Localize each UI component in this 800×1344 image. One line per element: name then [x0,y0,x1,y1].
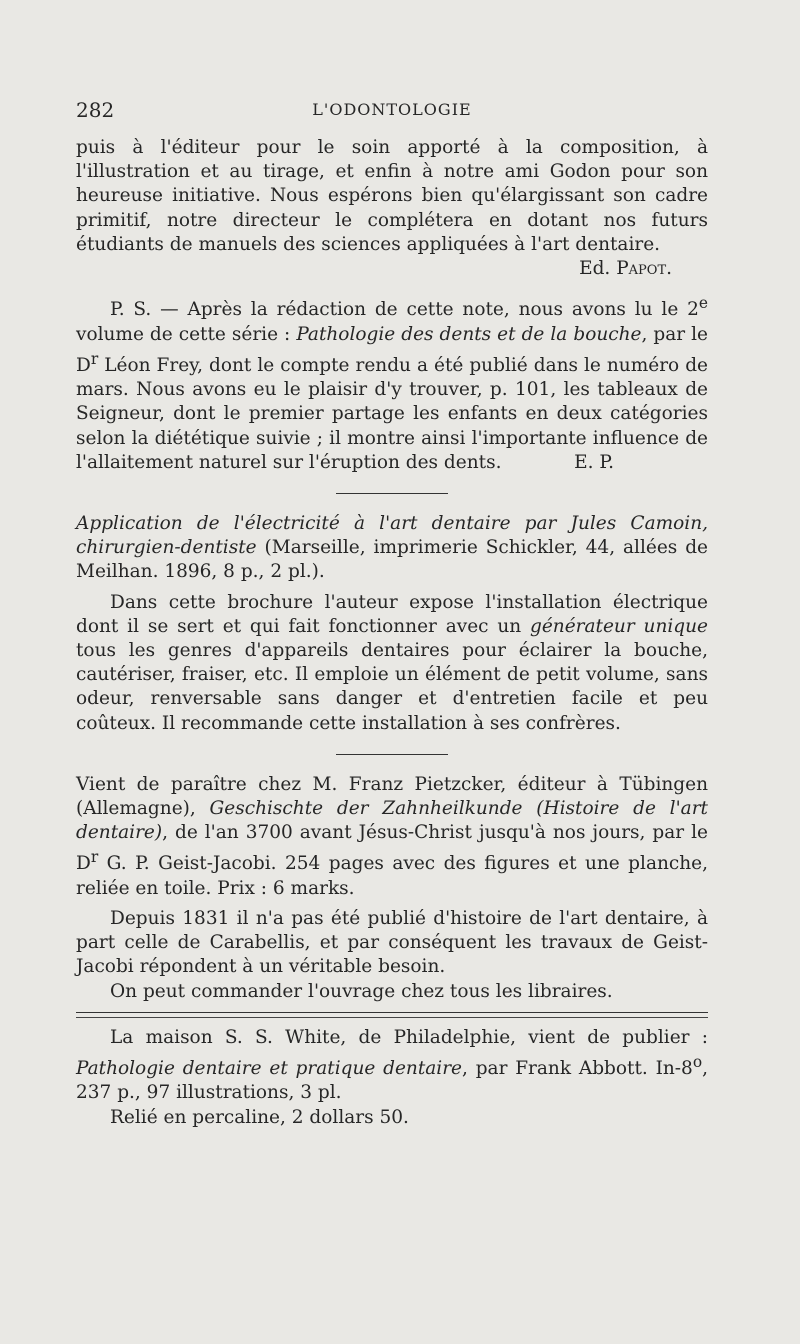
signature-initial: Ed. [579,258,611,280]
ps-book-title: Pathologie des dents et de la bouche [296,323,642,345]
camoin-body-1: Dans cette brochure l'auteur expose l'installation électrique dont il se sert et qui fait fonctionner avec un [76,591,708,637]
ps-superscript-1: e [698,294,708,313]
pietzcker-book-title: Geschischte der Zahnheilkunde (Histoire de l'art dentaire) [76,797,708,844]
ps-text-1: P. S. — Après la rédaction de cette note, nous avons lu le 2 [110,299,699,321]
pietzcker-entry [76,773,708,901]
white-entry [76,1026,708,1106]
white-book-title: Pathologie dentaire et pratique dentaire [76,1058,463,1080]
page-header [76,98,708,126]
page-number: 282 [76,98,115,122]
camoin-body-2: tous les genres d'appareils dentaires pour éclairer la bouche, cautériser, fraiser, etc. Il emploie un élément de petit volume, sans odeur, renversable sans danger et d'entretien facile et peu coûteux. Il recommande cette installation à ses confrères. [76,639,708,734]
white-superscript: o [692,1052,703,1071]
camoin-reference: (Marseille, imprimerie Schickler, 44, allées de Meilhan. 1896, 8 p., 2 pl.). [76,537,708,583]
signature-papot [76,257,708,281]
camoin-entry [76,512,708,585]
pietzcker-superscript: r [90,848,99,867]
pietzcker-text-3: G. P. Geist-Jacobi. 254 pages avec des figures et une planche, reliée en toile. Prix : 6 marks. [76,853,708,899]
ps-text-3: , par le D [76,323,708,376]
ps-superscript-2: r [90,349,99,368]
signature-name: Papot. [616,258,672,280]
postscript-paragraph [76,291,708,475]
camoin-title: Application de l'électricité à l'art dentaire par Jules Camoin, chirurgien-dentiste [76,512,708,559]
end-double-rule [76,1012,708,1018]
section-divider [336,493,448,494]
white-paragraph-2: Relié en percaline, 2 dollars 50. [110,1106,409,1128]
pietzcker-paragraph-2: Depuis 1831 il n'a pas été publié d'histoire de l'art dentaire, à part celle de Carabellis, et par conséquent les travaux de Geist-Jacobi répondent à un véritable besoin. [76,907,708,978]
ps-initials: E. P. [574,451,614,473]
ps-text-2: volume de cette série : [76,323,297,345]
pietzcker-text-2: , de l'an 3700 avant Jésus-Christ jusqu'à nos jours, par le D [76,822,708,875]
pietzcker-text-1: Vient de paraître chez M. Franz Pietzcker, éditeur à Tübingen (Allemagne), [76,773,708,819]
white-text-1: La maison S. S. White, de Philadelphie, vient de publier : [110,1026,708,1048]
pietzcker-paragraph-3: On peut commander l'ouvrage chez tous les libraires. [110,980,613,1002]
body-text [76,136,708,1130]
section-divider [336,754,448,755]
white-text-3: , 237 p., 97 illustrations, 3 pl. [76,1058,708,1104]
camoin-body [76,591,708,736]
end-rule-line-2 [76,1017,708,1018]
running-title: L'ODONTOLOGIE [312,100,472,119]
camoin-body-italic: générateur unique [530,615,708,637]
ps-text-4: Léon Frey, dont le compte rendu a été publié dans le numéro de mars. Nous avons eu le plaisir d'y trouver, p. 101, les tableaux de Seigneur, dont le premier partage les enfants en deux catégories selon la diététique suivie ; il montre ainsi l'importante influence de l'allaitement naturel sur l'éruption des dents. [76,354,708,473]
paragraph-papot: puis à l'éditeur pour le soin apporté à la composition, à l'illustration et au tirage, et enfin à notre ami Godon pour son heureuse initiative. Nous espérons bien qu'élargissant son cadre primitif, notre directeur le complétera en dotant nos futurs étudiants de manuels des sciences appliquées à l'art dentaire. [76,137,708,255]
white-text-2: , par Frank Abbott. In-8 [462,1058,693,1080]
